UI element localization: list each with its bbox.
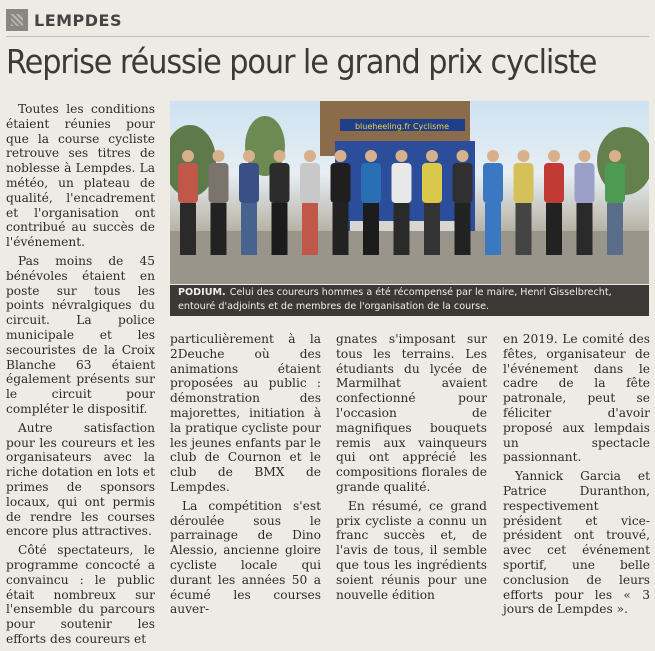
photo-person bbox=[483, 150, 503, 255]
caption-lead: PODIUM. bbox=[178, 287, 226, 298]
section-label: LEMPDES bbox=[34, 10, 123, 30]
caption-text: Celui des coureurs hommes a été récompensé par le maire, Henri Gisselbrecht, entouré d'adjoints et de membres de l'organisation de la course. bbox=[178, 287, 612, 312]
paragraph: La compétition s'est déroulée sous le parrainage de Dino Alessio, ancienne gloire cycliste locale qui durant les années 50 a écumé les courses auver- bbox=[170, 498, 321, 617]
banner-text: blueheeling.fr Cyclisme bbox=[354, 122, 450, 131]
photo-person bbox=[331, 150, 351, 255]
paragraph: Toutes les conditions étaient réunies pour que la course cycliste retrouve ses titres de noblesse à Lempdes. La météo, un plateau de qualité, l'encadrement et l'organisation ont contribué au succès de l'événement. bbox=[6, 102, 155, 250]
paragraph: Côté spectateurs, le programme concocté a convaincu : le public était nombreux sur l'ensemble du parcours pour soutenir les efforts des coureurs et bbox=[6, 543, 155, 646]
paragraph: En résumé, ce grand prix cycliste a connu un franc succès et, de l'avis de tous, il semble que tous les ingrédients soient réunis pour une nouvelle édition bbox=[336, 498, 487, 602]
paragraph: gnates s'imposant sur tous les terrains. Les étudiants du lycée de Marmilhat avaient confectionné pour l'occasion de magnifiques bouquets remis aux vainqueurs qui ont apprécié les compositions florales de grande qualité. bbox=[336, 332, 487, 494]
paragraph: Pas moins de 45 bénévoles étaient en poste sur tous les points névralgiques du circuit. La police municipale et les secouristes de la Croix Blanche 63 étaient également présents sur le circuit pour compléter le dispositif. bbox=[6, 253, 155, 416]
photo-person bbox=[178, 150, 198, 255]
photo-person bbox=[544, 150, 564, 255]
paragraph: Yannick Garcia et Patrice Duranthon, respectivement président et vice-président ont trouvé, avec cet événement sportif, une belle conclusion de leurs efforts pour les « 3 jours de Lempdes ». bbox=[503, 469, 650, 617]
article-column-2 bbox=[170, 332, 321, 621]
photo-person bbox=[239, 150, 259, 255]
photo-person bbox=[361, 150, 381, 255]
paragraph: Autre satisfaction pour les coureurs et les organisateurs avec la riche dotation en lots et primes de sponsors locaux, qui ont permis de rendre les courses encore plus attractives. bbox=[6, 420, 155, 539]
photo-person bbox=[209, 150, 229, 255]
paragraph: en 2019. Le comité des fêtes, organisateur de l'événement dans le cadre de la fête patronale, peut se féliciter d'avoir proposé aux lempdais un spectacle passionnant. bbox=[503, 332, 650, 465]
section-rubric bbox=[6, 8, 122, 32]
photo-person bbox=[575, 150, 595, 255]
photo-caption bbox=[170, 285, 649, 316]
rubric-divider bbox=[6, 36, 649, 37]
article-column-1 bbox=[6, 102, 155, 651]
photo-person bbox=[605, 150, 625, 255]
rubric-marker-icon bbox=[6, 9, 28, 31]
photo-person bbox=[453, 150, 473, 255]
photo-person bbox=[514, 150, 534, 255]
photo-person bbox=[270, 150, 290, 255]
podium-photo bbox=[170, 101, 649, 284]
photo-person bbox=[392, 150, 412, 255]
article-headline: Reprise réussie pour le grand prix cycliste bbox=[6, 42, 597, 81]
article-column-4 bbox=[503, 332, 650, 621]
photo-person bbox=[300, 150, 320, 255]
photo-person bbox=[422, 150, 442, 255]
article-column-3 bbox=[336, 332, 487, 606]
paragraph: particulièrement à la 2Deuche où des animations étaient proposées au public : démonstration des majorettes, initiation à la pratique cycliste pour les jeunes enfants par le club de Cournon et le club de BMX de Lempdes. bbox=[170, 332, 321, 494]
